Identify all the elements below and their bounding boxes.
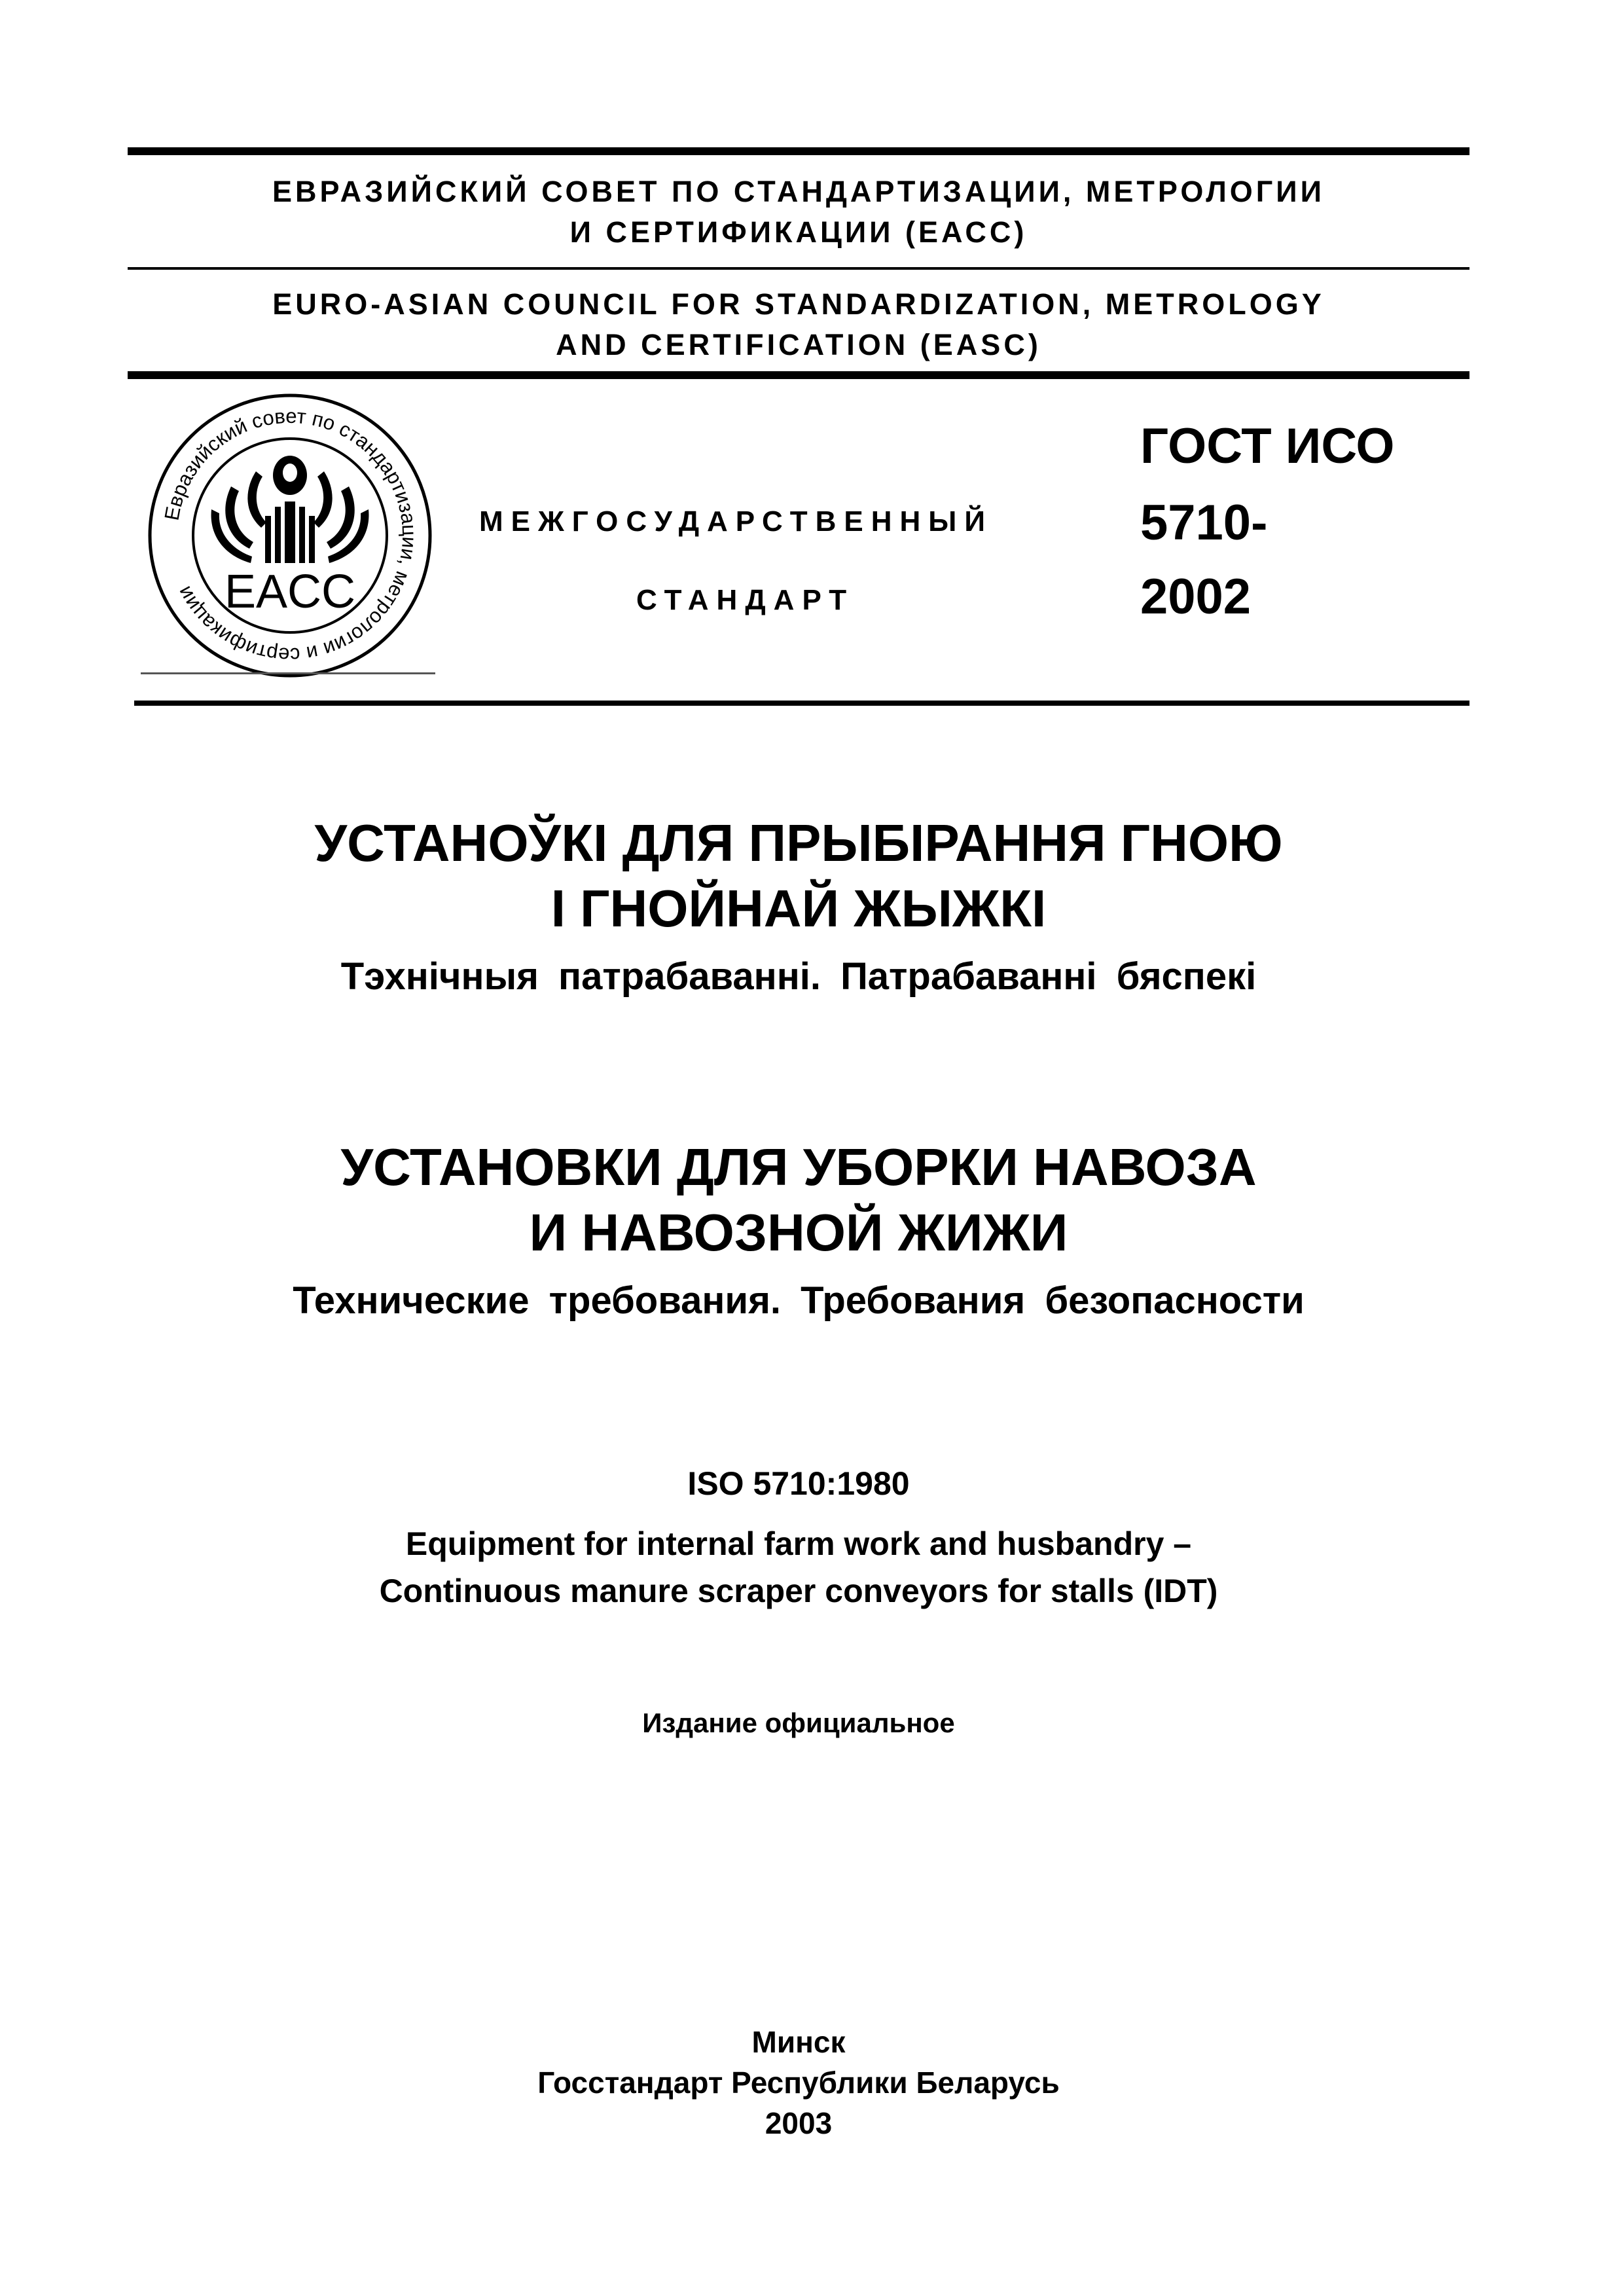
council-name-en-line1: EURO-ASIAN COUNCIL FOR STANDARDIZATION, METROLOGY: [272, 287, 1325, 321]
publisher-city: Минск: [751, 2025, 846, 2059]
gost-designation-line3: 2002: [1140, 569, 1252, 625]
title-belarusian: [128, 811, 1469, 941]
logo-abbr: EACC: [224, 566, 356, 618]
iso-title-line2: Continuous manure scraper conveyors for stalls (IDT): [379, 1573, 1218, 1609]
title-by-line1: УСТАНОЎКІ ДЛЯ ПРЫБІРАННЯ ГНОЮ: [314, 814, 1283, 872]
iso-title-line1: Equipment for internal farm work and husbandry –: [405, 1525, 1192, 1562]
iso-title: [128, 1520, 1469, 1614]
gost-designation-line2: 5710-: [1140, 495, 1268, 551]
logo-ring-text: Евразийский совет по стандартизации, метрологии и сертификации: [160, 404, 422, 667]
logo-underline: [141, 672, 435, 674]
title-by-line2: І ГНОЙНАЙ ЖЫЖКІ: [550, 879, 1047, 938]
subtitle-belarusian: Тэхнічныя патрабаванні. Патрабаванні бяспекі: [340, 955, 1257, 998]
top-rule: [128, 147, 1469, 155]
council-divider: [128, 267, 1469, 270]
publisher-block: [128, 2022, 1469, 2143]
standard-type-line1: МЕЖГОСУДАРСТВЕННЫЙ: [479, 505, 993, 538]
council-name-en: [128, 284, 1469, 365]
subtitle-russian: Технические требования. Требования безопасности: [293, 1279, 1305, 1322]
easc-emblem-icon: [146, 392, 434, 680]
edition-note: Издание официальное: [642, 1707, 955, 1738]
title-ru-line1: УСТАНОВКИ ДЛЯ УБОРКИ НАВОЗА: [340, 1138, 1257, 1196]
council-name-ru-line2: И СЕРТИФИКАЦИИ (ЕАСС): [569, 215, 1028, 249]
easc-logo: [146, 392, 434, 680]
title-russian: [128, 1135, 1469, 1266]
publisher-name: Госстандарт Республики Беларусь: [537, 2066, 1060, 2100]
council-name-en-line2: AND CERTIFICATION (EASC): [556, 328, 1041, 361]
iso-number: ISO 5710:1980: [687, 1465, 910, 1502]
header-bottom-rule: [128, 371, 1469, 379]
gost-designation-line1: ГОСТ ИСО: [1140, 418, 1395, 474]
council-name-ru: [128, 172, 1469, 253]
standard-type-line2: СТАНДАРТ: [636, 584, 855, 616]
title-ru-line2: И НАВОЗНОЙ ЖИЖИ: [529, 1203, 1068, 1262]
mid-rule: [134, 701, 1469, 706]
publisher-year: 2003: [765, 2106, 833, 2140]
council-name-ru-line1: ЕВРАЗИЙСКИЙ СОВЕТ ПО СТАНДАРТИЗАЦИИ, МЕТРОЛОГИИ: [272, 175, 1325, 208]
